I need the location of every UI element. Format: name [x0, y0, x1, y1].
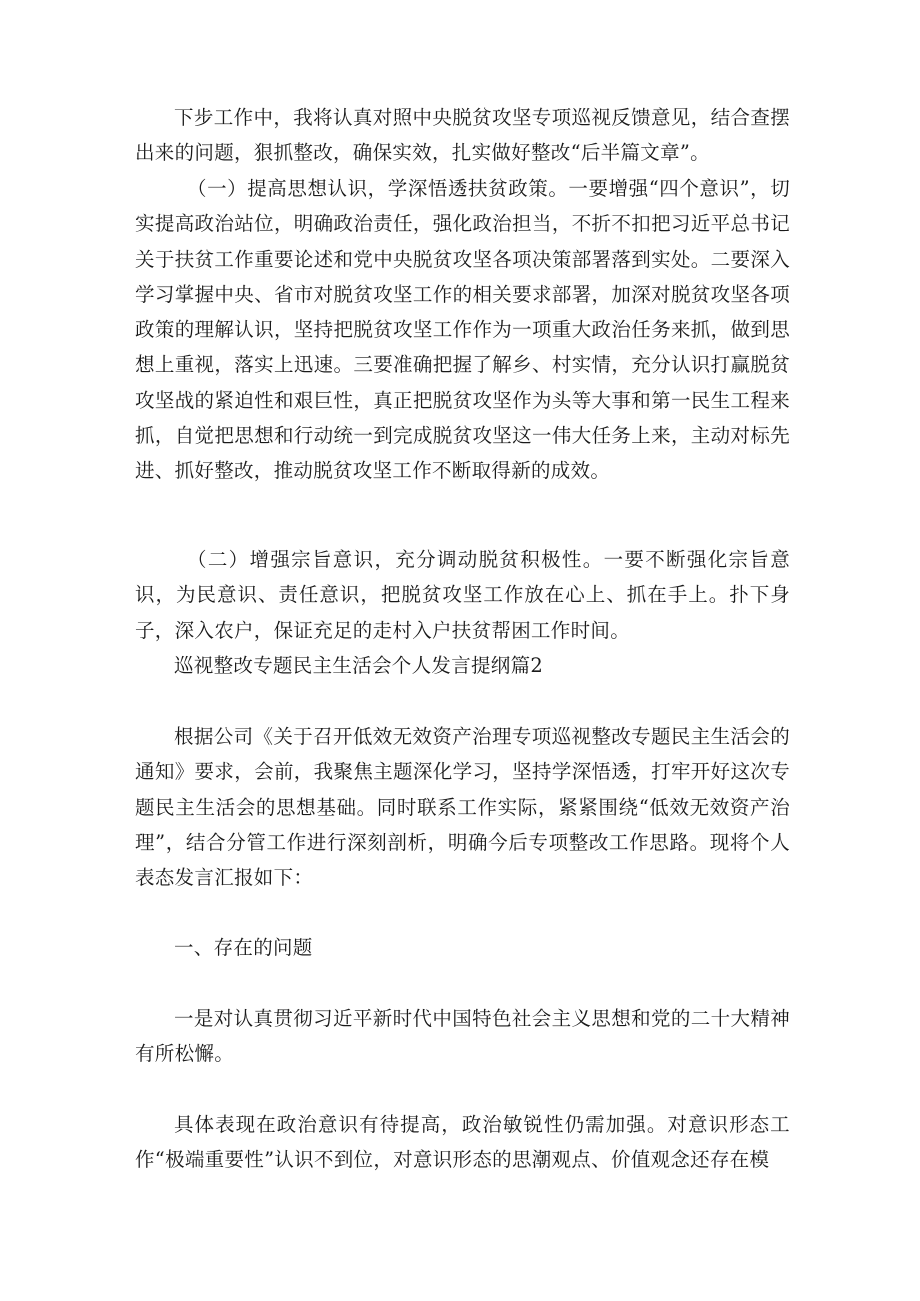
paragraph-section-one: （一）提高思想认识，学深悟透扶贫政策。一要增强“四个意识”，切实提高政治站位，明确政治责任，强化政治担当，不折不扣把习近平总书记关于扶贫工作重要论述和党中央脱贫攻坚各项决策部署落到实处。二要深入学习掌握中央、省市对脱贫攻坚工作的相关要求部署，加深对脱贫攻坚各项政策的理解认识，坚持把脱贫攻坚工作作为一项重大政治任务来抓，做到思想上重视，落实上迅速。三要准确把握了解乡、村实情，充分认识打赢脱贫攻坚战的紧迫性和艰巨性，真正把脱贫攻坚作为头等大事和第一民生工程来抓，自觉把思想和行动统一到完成脱贫攻坚这一伟大任务上来，主动对标先进、抓好整改，推动脱贫攻坚工作不断取得新的成效。	[135, 177, 790, 483]
article-subtitle: 巡视整改专题民主生活会个人发言提纲篇2	[174, 654, 544, 677]
paragraph-meeting-notice: 根据公司《关于召开低效无效资产治理专项巡视整改专题民主生活会的通知》要求，会前，我聚焦主题深化学习，坚持学深悟透，打牢开好这次专题民主生活会的思想基础。同时联系工作实际，紧紧围绕“低效无效资产治理”，结合分管工作进行深刻剖析，明确今后专项整改工作思路。现将个人表态发言汇报如下：	[135, 725, 790, 890]
paragraph-rectification-intro: 下步工作中，我将认真对照中央脱贫攻坚专项巡视反馈意见，结合查摆出来的问题，狠抓整改，确保实效，扎实做好整改“后半篇文章”。	[135, 106, 790, 165]
section-heading-problems: 一、存在的问题	[174, 936, 313, 959]
paragraph-problem-detail: 具体表现在政治意识有待提高，政治敏锐性仍需加强。对意识形态工作“极端重要性”认识不到位，对意识形态的思潮观点、价值观念还存在模	[135, 1113, 790, 1172]
paragraph-section-two: （二）增强宗旨意识，充分调动脱贫积极性。一要不断强化宗旨意识，为民意识、责任意识，把脱贫攻坚工作放在心上、抓在手上。扑下身子，深入农户，保证充足的走村入户扶贫帮困工作时间。	[135, 548, 790, 642]
paragraph-problem-one: 一是对认真贯彻习近平新时代中国特色社会主义思想和党的二十大精神有所松懈。	[135, 1007, 790, 1066]
